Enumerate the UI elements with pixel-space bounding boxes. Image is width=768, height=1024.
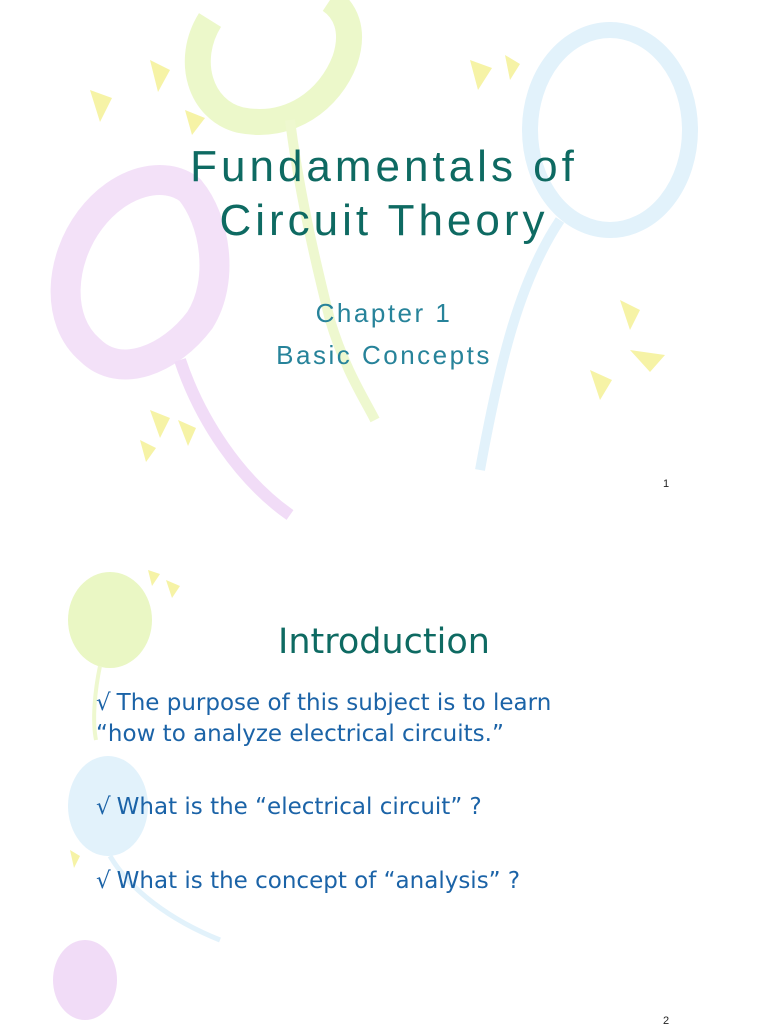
slide-title-line-2: Circuit Theory [219,196,549,245]
slide-title [0,140,768,248]
bullet-text: What is the “electrical circuit” ? [116,794,482,820]
bullet-item [96,688,736,750]
chapter-name: Basic Concepts [276,340,492,370]
slide-title-line-1: Fundamentals of [190,142,578,191]
slide-title: Introduction [278,622,490,662]
bullet-text: What is the concept of “analysis” ? [116,868,521,894]
page-number: 1 [663,478,670,490]
check-icon: √ [96,868,111,894]
bullet-text: The purpose of this subject is to learn [116,690,552,716]
bullet-item [96,866,736,897]
page-number: 2 [663,1015,670,1024]
check-icon: √ [96,690,111,716]
check-icon: √ [96,794,111,820]
bullet-item [96,792,736,823]
slide-subtitle [0,292,768,376]
slide-2 [0,540,768,1024]
bullet-text: “how to analyze electrical circuits.” [96,721,504,747]
bullet-list [96,688,736,897]
chapter-label: Chapter 1 [315,298,453,328]
